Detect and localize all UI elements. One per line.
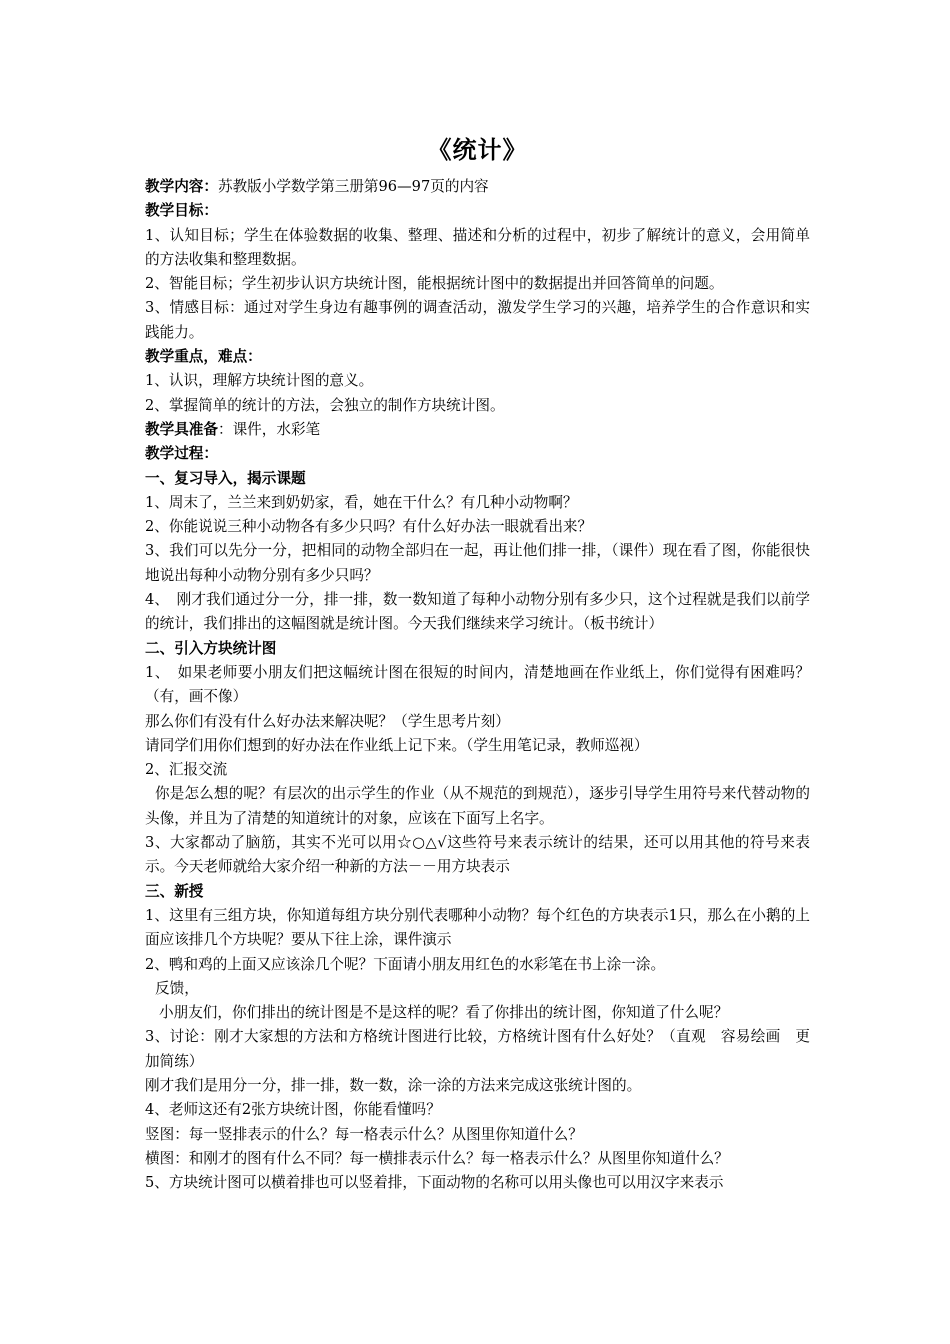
section-2-paragraph: 1、 如果老师要小朋友们把这幅统计图在很短的时间内，清楚地画在作业纸上，你们觉得有困难吗？（有，画不像） xyxy=(145,663,810,706)
section-3-paragraph: 横图：和刚才的图有什么不同？每一横排表示什么？每一格表示什么？从图里你知道什么？ xyxy=(145,1149,729,1167)
content-text: 苏教版小学数学第三册第96—97页的内容 xyxy=(217,178,489,195)
section-1-paragraph: 4、 刚才我们通过分一分，排一排，数一数知道了每种小动物分别有多少只，这个过程就是我们以前学的统计，我们排出的这幅图就是统计图。今天我们继续来学习统计。（板书统计） xyxy=(145,591,810,633)
section-3-paragraph: 4、老师这还有2张方块统计图，你能看懂吗？ xyxy=(145,1101,441,1119)
section-3-paragraph: 1、这里有三组方块，你知道每组方块分别代表哪种小动物？每个红色的方块表示1只，那么在小鹅的上面应该排几个方块呢？要从下往上涂，课件演示 xyxy=(145,906,810,949)
section-2-paragraph: 2、汇报交流 xyxy=(145,761,228,779)
section-3-paragraph: 刚才我们是用分一分，排一排，数一数，涂一涂的方法来完成这张统计图的。 xyxy=(145,1076,642,1094)
section-1-paragraph: 2、你能说说三种小动物各有多少只吗？有什么好办法一眼就看出来？ xyxy=(145,518,593,536)
content-line xyxy=(145,175,810,199)
section-3-paragraph: 反馈， xyxy=(155,979,199,997)
prep-line xyxy=(145,418,810,442)
goals-heading: 教学目标： xyxy=(145,202,218,220)
document-page xyxy=(145,133,810,1195)
section-3-paragraph: 3、讨论：刚才大家想的方法和方格统计图进行比较，方格统计图有什么好处？（直观 容易绘画 更加简练） xyxy=(145,1028,810,1070)
section-2-paragraph: 3、大家都动了脑筋，其实不光可以用☆○△√这些符号来表示统计的结果，还可以用其他的符号来表示。今天老师就给大家介绍一种新的方法－－用方块表示 xyxy=(145,834,810,876)
section-2-heading: 二、引入方块统计图 xyxy=(145,639,277,657)
section-1-heading: 一、复习导入，揭示课题 xyxy=(145,469,306,487)
process-heading: 教学过程： xyxy=(145,445,218,463)
section-3-paragraph: 5、方块统计图可以横着排也可以竖着排，下面动物的名称可以用头像也可以用汉字来表示 xyxy=(145,1174,724,1192)
section-2-paragraph: 那么你们有没有什么好办法来解决呢？（学生思考片刻） xyxy=(145,712,510,730)
prep-label: 教学具准备 xyxy=(145,420,218,438)
section-1-paragraph: 3、我们可以先分一分，把相同的动物全部归在一起，再让他们排一排，（课件）现在看了图，你能很快地说出每种小动物分别有多少只吗？ xyxy=(145,542,810,584)
section-2-paragraph: 请同学们用你们想到的好办法在作业纸上记下来。（学生用笔记录，教师巡视） xyxy=(145,736,649,754)
section-3-paragraph: 2、鸭和鸡的上面又应该涂几个呢？下面请小朋友用红色的水彩笔在书上涂一涂。 xyxy=(145,955,666,973)
key-points-heading: 教学重点，难点： xyxy=(145,348,262,366)
key-point-1: 1、认识，理解方块统计图的意义。 xyxy=(145,372,374,390)
content-label: 教学内容： xyxy=(145,178,218,195)
document-title: 《统计》 xyxy=(427,135,528,164)
goal-1: 1、认知目标；学生在体验数据的收集、整理、描述和分析的过程中，初步了解统计的意义，会用简单的方法收集和整理数据。 xyxy=(145,226,810,268)
section-3-paragraph: 小朋友们，你们排出的统计图是不是这样的呢？看了你排出的统计图，你知道了什么呢？ xyxy=(159,1004,729,1022)
goal-3: 3、情感目标：通过对学生身边有趣事例的调查活动，激发学生学习的兴趣，培养学生的合作意识和实践能力。 xyxy=(145,299,810,341)
goal-2: 2、智能目标；学生初步认识方块统计图，能根据统计图中的数据提出并回答简单的问题。 xyxy=(145,275,724,293)
key-point-2: 2、掌握简单的统计的方法，会独立的制作方块统计图。 xyxy=(145,396,505,414)
section-3-paragraph: 竖图：每一竖排表示的什么？每一格表示什么？从图里你知道什么？ xyxy=(145,1125,583,1143)
section-3-heading: 三、新授 xyxy=(145,882,204,900)
prep-text: ：课件，水彩笔 xyxy=(217,420,321,438)
section-1-paragraph: 1、周末了，兰兰来到奶奶家，看，她在干什么？有几种小动物啊？ xyxy=(145,493,578,511)
section-2-paragraph: 你是怎么想的呢？有层次的出示学生的作业（从不规范的到规范），逐步引导学生用符号来代替动物的头像，并且为了清楚的知道统计的对象，应该在下面写上名字。 xyxy=(145,785,810,827)
